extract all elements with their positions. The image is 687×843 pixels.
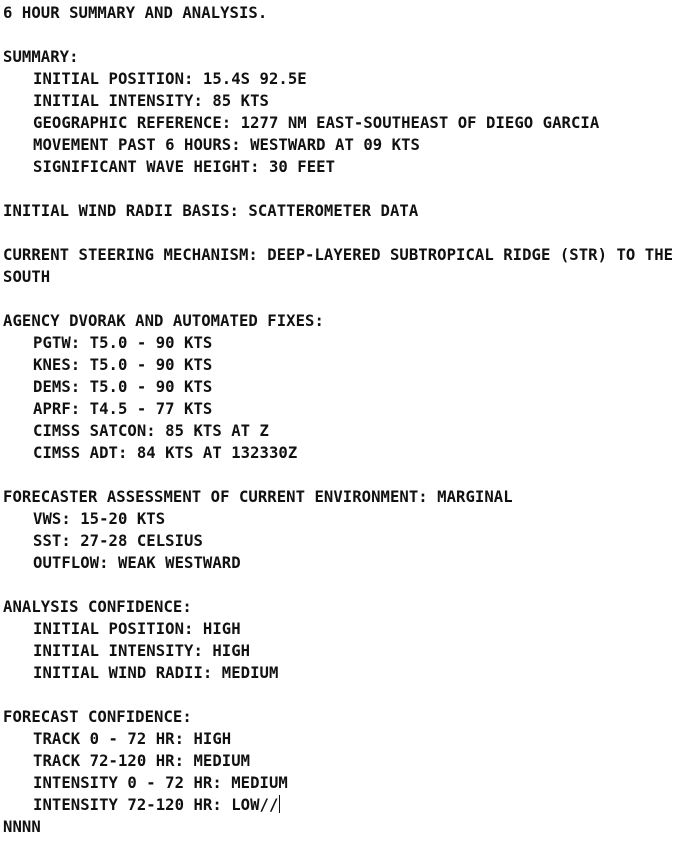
spacer <box>3 288 685 310</box>
environment-vws: VWS: 15-20 KTS <box>33 510 166 528</box>
spacer <box>3 684 685 706</box>
spacer <box>3 574 685 596</box>
environment-outflow: OUTFLOW: WEAK WESTWARD <box>33 554 241 572</box>
text-cursor <box>279 795 280 813</box>
dvorak-fix-pgtw: PGTW: T5.0 - 90 KTS <box>33 334 213 352</box>
dvorak-heading: AGENCY DVORAK AND AUTOMATED FIXES: <box>3 312 324 330</box>
summary-initial-position: INITIAL POSITION: 15.4S 92.5E <box>33 70 307 88</box>
analysis-confidence-intensity: INITIAL INTENSITY: HIGH <box>33 642 251 660</box>
spacer <box>3 464 685 486</box>
environment-sst: SST: 27-28 CELSIUS <box>33 532 203 550</box>
analysis-confidence-position: INITIAL POSITION: HIGH <box>33 620 241 638</box>
forecast-confidence-track-72-120: TRACK 72-120 HR: MEDIUM <box>33 752 251 770</box>
forecast-confidence-track-0-72: TRACK 0 - 72 HR: HIGH <box>33 730 232 748</box>
spacer <box>3 178 685 200</box>
summary-movement: MOVEMENT PAST 6 HOURS: WESTWARD AT 09 KTS <box>33 136 420 154</box>
dvorak-fix-dems: DEMS: T5.0 - 90 KTS <box>33 378 213 396</box>
dvorak-fix-aprf: APRF: T4.5 - 77 KTS <box>33 400 213 418</box>
forecast-confidence-intensity-0-72: INTENSITY 0 - 72 HR: MEDIUM <box>33 774 288 792</box>
analysis-confidence-heading: ANALYSIS CONFIDENCE: <box>3 598 192 616</box>
steering-mechanism: CURRENT STEERING MECHANISM: DEEP-LAYERED SUBTROPICAL RIDGE (STR) TO THE SOUTH <box>3 246 683 286</box>
analysis-confidence-wind-radii: INITIAL WIND RADII: MEDIUM <box>33 664 279 682</box>
summary-wave-height: SIGNIFICANT WAVE HEIGHT: 30 FEET <box>33 158 336 176</box>
bulletin-title: 6 HOUR SUMMARY AND ANALYSIS. <box>3 4 268 22</box>
end-marker: NNNN <box>3 818 41 836</box>
forecast-confidence-heading: FORECAST CONFIDENCE: <box>3 708 192 726</box>
summary-initial-intensity: INITIAL INTENSITY: 85 KTS <box>33 92 269 110</box>
wind-radii-basis: INITIAL WIND RADII BASIS: SCATTEROMETER DATA <box>3 202 419 220</box>
bulletin-document <box>3 2 685 838</box>
environment-heading: FORECASTER ASSESSMENT OF CURRENT ENVIRONMENT: MARGINAL <box>3 488 513 506</box>
spacer <box>3 24 685 46</box>
spacer <box>3 222 685 244</box>
dvorak-fix-knes: KNES: T5.0 - 90 KTS <box>33 356 213 374</box>
forecast-confidence-intensity-72-120: INTENSITY 72-120 HR: LOW// <box>33 796 279 814</box>
dvorak-fix-cimss-adt: CIMSS ADT: 84 KTS AT 132330Z <box>33 444 298 462</box>
dvorak-fix-cimss-satcon: CIMSS SATCON: 85 KTS AT Z <box>33 422 269 440</box>
summary-geographic-reference: GEOGRAPHIC REFERENCE: 1277 NM EAST-SOUTHEAST OF DIEGO GARCIA <box>33 114 600 132</box>
summary-heading: SUMMARY: <box>3 48 79 66</box>
forecast-confidence-intensity-72-120-line <box>3 794 685 816</box>
